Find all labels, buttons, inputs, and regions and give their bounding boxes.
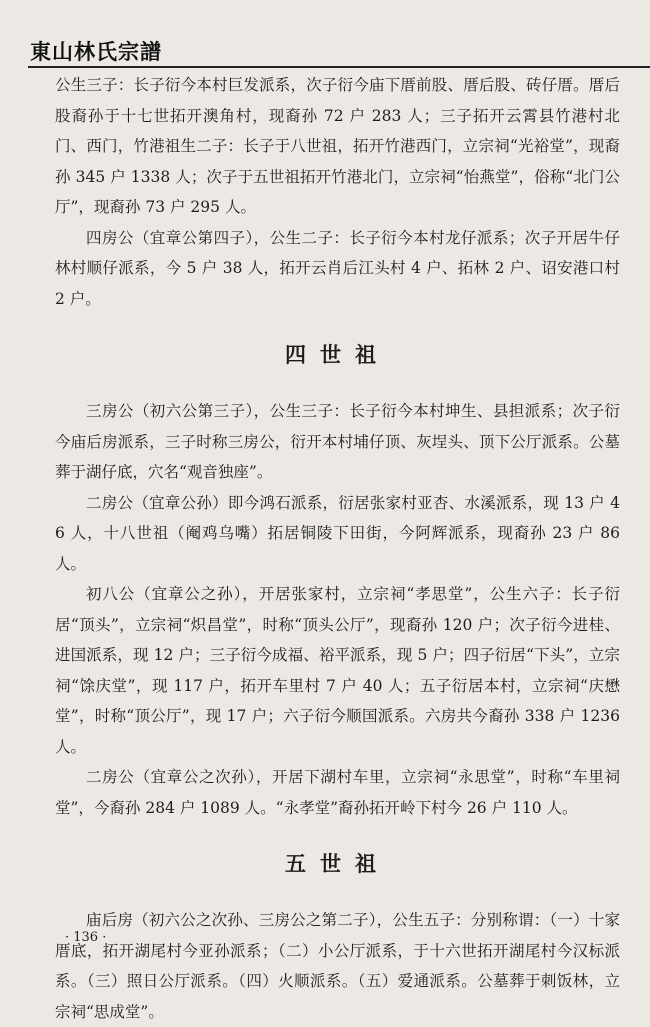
- page-number: · 136 ·: [65, 930, 107, 945]
- paragraph: 初八公（宜章公之孙），开居张家村，立宗祠“孝思堂”，公生六子：长子衍居“顶头”，立宗祠“炽昌堂”，时称“顶头公厅”，现裔孙 120 户；次子衍今进桂、进国派系，现 12 户；三子衍今成福、裕平派系，现 5 户；四子衍居“下头”，立宗祠“馀庆堂”，现 117 户，拓开车里村 7 户 40 人；五子衍居本村，立宗祠“庆懋堂”，时称“顶公厅”，现 17 户；六子衍今顺国派系。六房共今裔孙 338 户 1236 人。: [55, 585, 620, 756]
- header-rule: [28, 66, 650, 68]
- section-heading-fourth-generation: 四世祖: [285, 342, 390, 367]
- book-title: 東山林氏宗譜: [30, 39, 162, 64]
- paragraph: 四房公（宜章公第四子），公生二子：长子衍今本村龙仔派系；次子开居牛仔林村顺仔派系，今 5 户 38 人，拓开云肖后江头村 4 户、拓林 2 户、诏安港口村 2 户。: [55, 228, 620, 308]
- paragraph: 三房公（初六公第三子），公生三子：长子衍今本村坤生、县担派系；次子衍今庙后房派系，三子时称三房公，衍开本村埔仔顶、灰埕头、顶下公厅派系。公墓葬于湖仔底，穴名“观音独座”。: [55, 402, 620, 481]
- paragraph: 二房公（宜章公孙）即今鸿石派系，衍居张家村亚杏、水溪派系，现 13 户 46 人，十八世祖（阉鸡乌嘴）拓居铜陵下田街，今阿辉派系，现裔孙 23 户 86 人。: [55, 493, 620, 573]
- paragraph-continued: 公生三子：长子衍今本村巨发派系，次子衍今庙下厝前股、厝后股、砖仔厝。厝后股裔孙于十七世拓开澳角村，现裔孙 72 户 283 人；三子拓开云霄县竹港村北门、西门，竹港祖生二子：长子于八世祖，拓开竹港西门，立宗祠“光裕堂”，现裔孙 345 户 1338 人；次子于五世祖拓开竹港北门，立宗祠“怡燕堂”，俗称“北门公厅”，现裔孙 73 户 295 人。: [55, 76, 620, 216]
- section-heading-fifth-generation: 五世祖: [285, 851, 390, 876]
- paragraph: 庙后房（初六公之次孙、三房公之第二子），公生五子：分别称谓：（一）十家厝底，拓开湖尾村今亚孙派系；（二）小公厅派系，于十六世拓开湖尾村今汉标派系。（三）照日公厅派系。（四）火顺派系。（五）爱通派系。公墓葬于刺饭林，立宗祠“思成堂”。: [55, 911, 620, 1021]
- paragraph: 二房公（宜章公之次孙），开居下湖村车里，立宗祠“永思堂”，时称“车里祠堂”，今裔孙 284 户 1089 人。“永孝堂”裔孙拓开岭下村今 26 户 110 人。: [55, 768, 620, 817]
- page-body: [55, 70, 620, 1027]
